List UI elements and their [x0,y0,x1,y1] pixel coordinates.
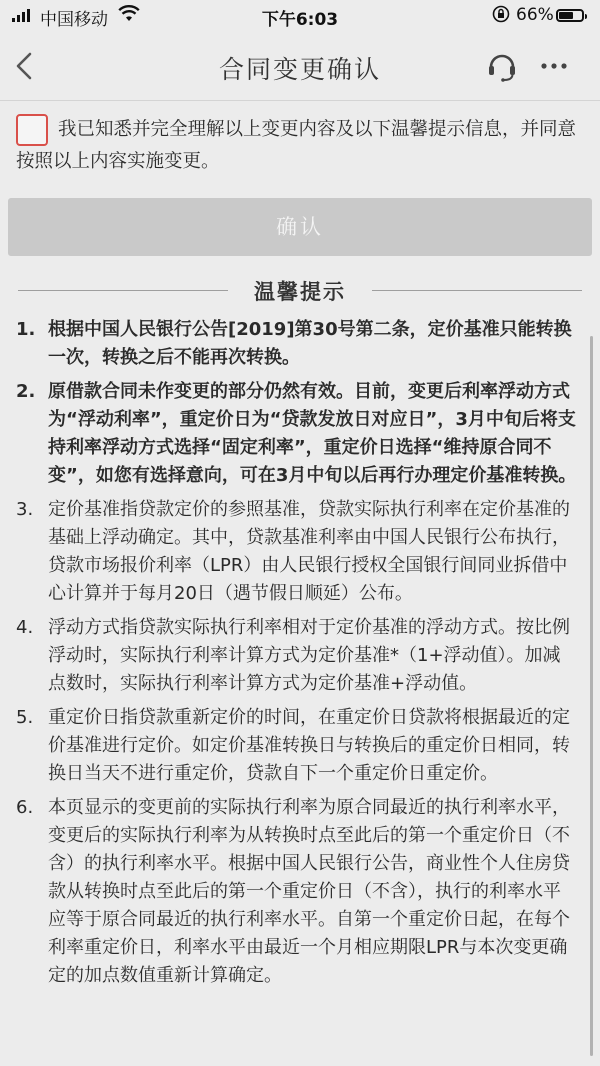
tip-number: 1. [16,319,36,340]
confirm-button[interactable]: 确认 [8,198,592,256]
battery-icon [556,9,584,22]
tip-item [16,704,578,788]
tip-number: 5. [16,707,34,728]
tip-number: 2. [16,381,36,402]
tip-item [16,378,578,490]
orientation-lock-icon [492,5,510,27]
tip-number: 4. [16,617,34,638]
clock: 下午6:03 [261,10,339,30]
consent-section [16,112,586,178]
consent-text: 我已知悉并完全理解以上变更内容及以下温馨提示信息，并同意按照以上内容实施变更。 [16,119,577,172]
tip-text: 本页显示的变更前的实际执行利率为原合同最近的执行利率水平，变更后的实际执行利率为从转换时点至此后的第一个重定价日（不含）的执行利率水平。根据中国人民银行公告，商业性个人住房贷款从转换时点至此后的第一个重定价日（不含），执行的利率水平应等于原合同最近的执行利率水平。自第一个重定价日起，在每个利率重定价日，利率水平由最近一个月相应期限LPR与本次变更确定的加点数值重新计算确定。 [48,797,570,986]
nav-bar [0,32,600,101]
carrier-name: 中国移动 [40,10,108,30]
tip-text: 根据中国人民银行公告[2019]第30号第二条，定价基准只能转换一次，转换之后不能再次转换。 [48,319,572,368]
tip-number: 3. [16,499,34,520]
scrollbar[interactable] [590,336,593,1056]
tip-item [16,614,578,698]
tip-number: 6. [16,797,34,818]
page-title: 合同变更确认 [218,55,381,84]
tips-list [16,316,578,996]
tip-text: 定价基准指贷款定价的参照基准，贷款实际执行利率在定价基准的基础上浮动确定。其中，贷款基准利率由中国人民银行公布执行，贷款市场报价利率（LPR）由人民银行授权全国银行间同业拆借中心计算并于每月20日（遇节假日顺延）公布。 [48,499,570,604]
more-icon[interactable] [536,48,572,84]
divider [372,290,582,291]
tip-text: 重定价日指贷款重新定价的时间，在重定价日贷款将根据最近的定价基准进行定价。如定价基准转换日与转换后的重定价日相同，转换日当天不进行重定价，贷款自下一个重定价日重定价。 [48,707,570,784]
battery-percent: 66% [516,5,554,25]
status-bar [0,0,600,32]
headset-support-icon[interactable] [484,48,520,84]
consent-checkbox[interactable] [16,114,48,146]
tip-item [16,316,578,372]
tips-header [18,274,582,308]
tip-text: 浮动方式指贷款实际执行利率相对于定价基准的浮动方式。按比例浮动时，实际执行利率计算方式为定价基准*（1+浮动值）。加减点数时，实际执行利率计算方式为定价基准+浮动值。 [48,617,570,694]
tip-item [16,496,578,608]
tip-item [16,794,578,990]
tips-title: 温馨提示 [254,280,346,304]
tip-text: 原借款合同未作变更的部分仍然有效。目前，变更后利率浮动方式为“浮动利率”，重定价日为“贷款发放日对应日”，3月中旬后将支持利率浮动方式选择“固定利率”，重定价日选择“维持原合同不变”，如您有选择意向，可在3月中旬以后再行办理定价基准转换。 [48,381,577,486]
